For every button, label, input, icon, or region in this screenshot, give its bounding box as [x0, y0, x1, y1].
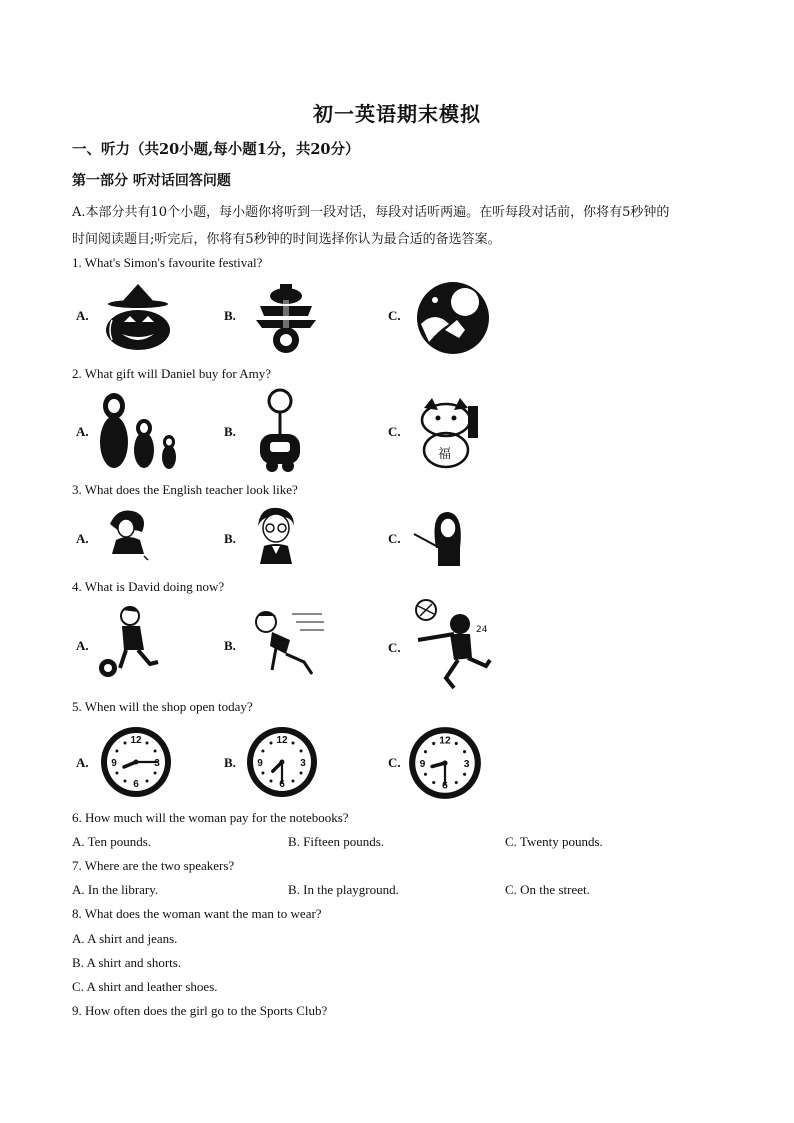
- picture-label-c: C.: [388, 424, 401, 439]
- clock-icon: [244, 724, 320, 800]
- question-8: 8. What does the woman want the man to wear?: [72, 906, 322, 921]
- part-heading: 第一部分 听对话回答问题: [72, 173, 231, 189]
- clock-icon: [98, 724, 174, 800]
- running-icon: [246, 604, 326, 680]
- picture-label-a: A.: [76, 531, 89, 546]
- clock-numeral: 12: [276, 735, 288, 746]
- clock-numeral: 12: [439, 735, 451, 747]
- woman-with-glasses-icon: [252, 506, 300, 566]
- pumpkin-lantern-icon: [98, 282, 178, 352]
- clock-numeral: 6: [442, 780, 448, 792]
- clock-icon: [406, 724, 484, 802]
- clock-numeral: 9: [257, 758, 263, 769]
- nesting-dolls-icon: [98, 390, 180, 470]
- clock-numeral: 3: [463, 759, 470, 771]
- picture-label-b: B.: [224, 755, 236, 770]
- question-3: 3. What does the English teacher look like?: [72, 482, 298, 497]
- option-c: C. A shirt and leather shoes.: [72, 979, 218, 994]
- option-a: A. Ten pounds.: [72, 834, 152, 849]
- picture-label-b: B.: [224, 424, 236, 439]
- playing-football-icon: [98, 604, 170, 680]
- picture-label-a: A.: [76, 308, 89, 323]
- clock-numeral: 6: [279, 779, 285, 790]
- svg-text:福: 福: [438, 447, 452, 462]
- option-a: A. A shirt and jeans.: [72, 931, 178, 946]
- moon-festival-icon: [415, 280, 491, 356]
- short-hair-woman-icon: [104, 506, 154, 562]
- picture-label-b: B.: [224, 638, 236, 653]
- picture-label-b: B.: [224, 531, 236, 546]
- question-7: 7. Where are the two speakers?: [72, 858, 235, 873]
- svg-text:24: 24: [476, 625, 488, 635]
- clock-numeral: 3: [300, 758, 306, 769]
- picture-label-c: C.: [388, 755, 401, 770]
- question-1: 1. What's Simon's favourite festival?: [72, 255, 263, 270]
- clock-numeral: 9: [419, 759, 426, 771]
- question-4: 4. What is David doing now?: [72, 579, 225, 594]
- clock-numeral: 6: [133, 779, 139, 790]
- instructions-line-1: A.本部分共有10个小题，每小题你将听到一段对话，每段对话听两遍。在听每段对话前，你将有5秒钟的: [72, 205, 670, 220]
- spring-festival-decoration-icon: [250, 282, 322, 354]
- picture-label-c: C.: [388, 308, 401, 323]
- picture-label-a: A.: [76, 424, 89, 439]
- picture-label-c: C.: [388, 531, 401, 546]
- question-5: 5. When will the shop open today?: [72, 699, 253, 714]
- section-heading: 一、听力（共20小题,每小题1分，共20分）: [72, 141, 360, 158]
- clock-numeral: 9: [111, 758, 117, 769]
- clock-numeral: 12: [130, 735, 142, 746]
- keychain-icon: [252, 388, 308, 474]
- option-c: C. Twenty pounds.: [505, 834, 603, 849]
- playing-volleyball-icon: [410, 598, 496, 692]
- clock-numeral: 3: [154, 758, 160, 769]
- page-title: 初一英语期末模拟: [313, 102, 481, 126]
- instructions-line-2: 时间阅读题目;听完后，你将有5秒钟的时间选择你认为最合适的备选答案。: [72, 232, 501, 247]
- picture-label-c: C.: [388, 640, 401, 655]
- question-2: 2. What gift will Daniel buy for Amy?: [72, 366, 272, 381]
- picture-label-a: A.: [76, 755, 89, 770]
- picture-label-b: B.: [224, 308, 236, 323]
- question-9: 9. How often does the girl go to the Sports Club?: [72, 1003, 328, 1018]
- long-hair-teacher-icon: [410, 508, 464, 568]
- picture-label-a: A.: [76, 638, 89, 653]
- option-b: B. In the playground.: [288, 882, 399, 897]
- option-c: C. On the street.: [505, 882, 590, 897]
- option-b: B. A shirt and shorts.: [72, 955, 182, 970]
- question-6: 6. How much will the woman pay for the notebooks?: [72, 810, 349, 825]
- option-b: B. Fifteen pounds.: [288, 834, 385, 849]
- lucky-cat-icon: [414, 396, 484, 468]
- option-a: A. In the library.: [72, 882, 159, 897]
